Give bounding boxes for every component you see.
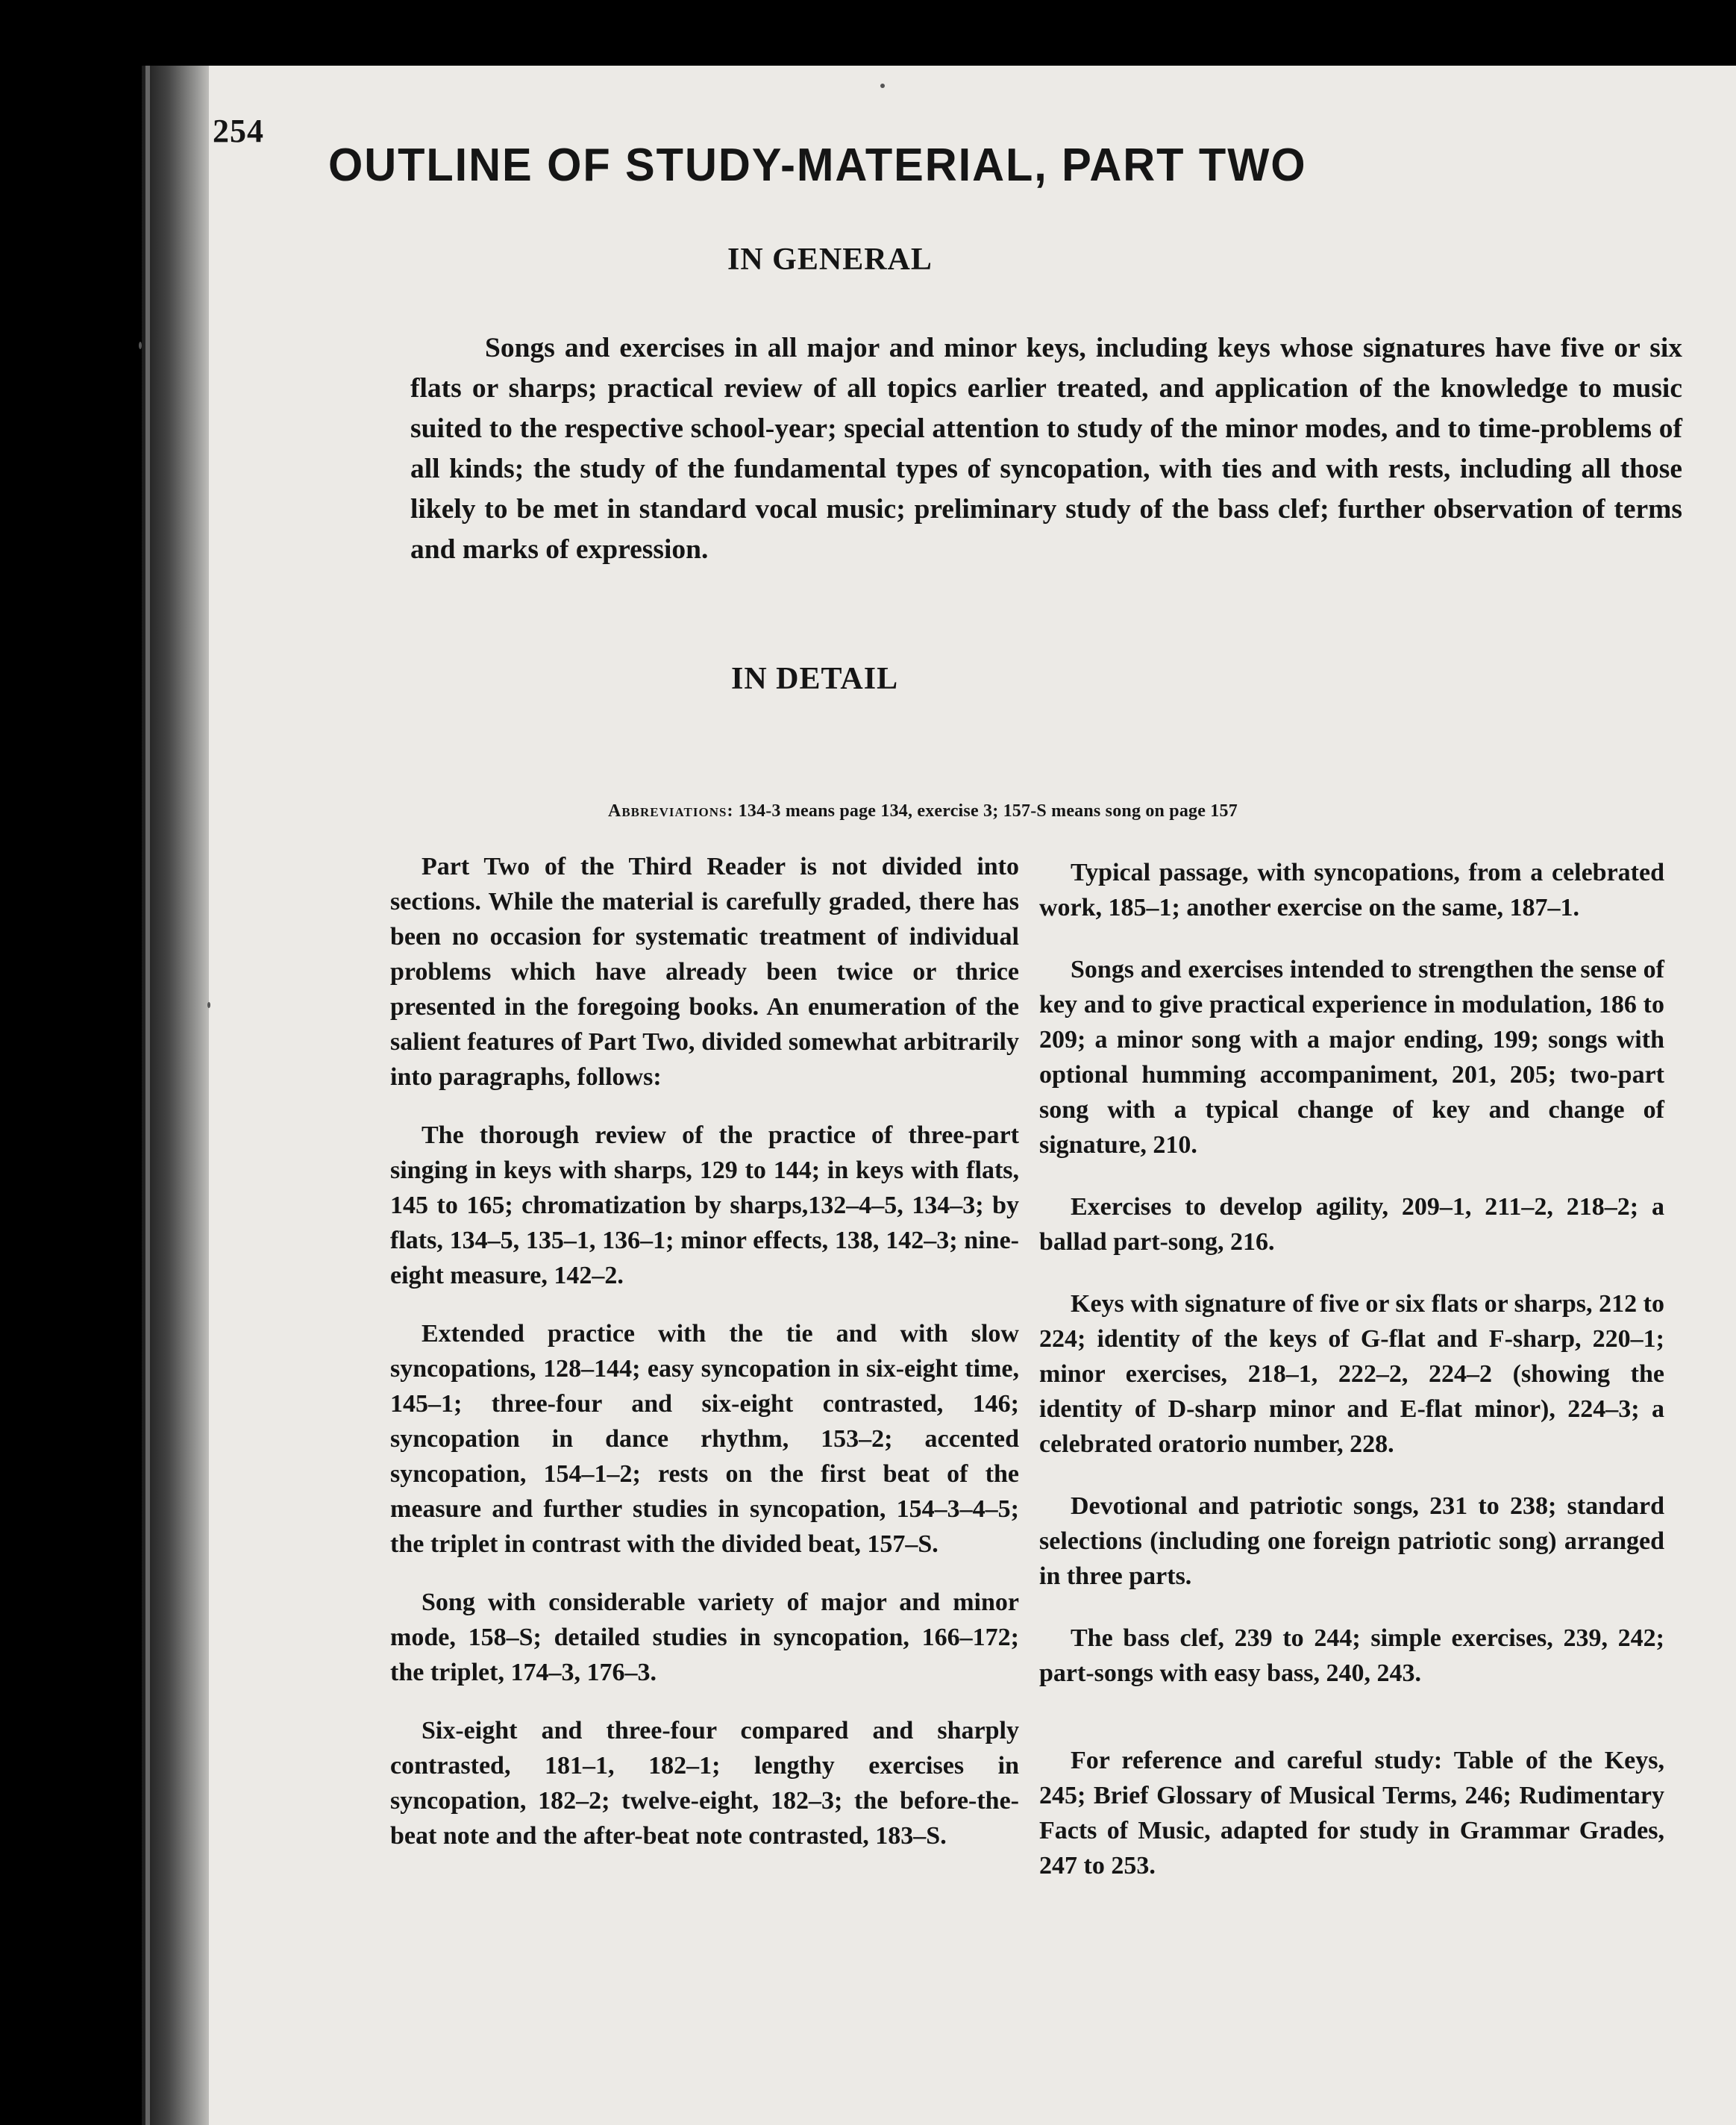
detail-paragraph: Exercises to develop agility, 209–1, 211–2, 218–2; a ballad part-song, 216. (1039, 1193, 1664, 1256)
detail-paragraph: Typical passage, with syncopations, from a celebrated work, 185–1; another exercise on the same, 187–1. (1039, 859, 1664, 921)
right-column (1039, 855, 1664, 1910)
left-column (390, 849, 1019, 1877)
book-binding-edge (145, 66, 150, 2125)
detail-paragraph: Part Two of the Third Reader is not divided into sections. While the material is carefully graded, there has been no occasion for systematic treatment of individual problems which have already been twice or thrice presented in the foregoing books. An enumeration of the salient features of Part Two, divided somewhat arbitrarily into paragraphs, follows: (390, 853, 1019, 1091)
detail-paragraph: The thorough review of the practice of three-part singing in keys with sharps, 129 to 144; in keys with flats, 145 to 165; chromatization by sharps,132–4–5, 134–3; by flats, 134–5, 135–1, 136–1; minor effects, 138, 142–3; nine-eight measure, 142–2. (390, 1121, 1019, 1289)
detail-paragraph: For reference and careful study: Table of the Keys, 245; Brief Glossary of Musical Terms, 246; Rudimentary Facts of Music, adapted for study in Grammar Grades, 247 to 253. (1039, 1747, 1664, 1880)
page-title: OUTLINE OF STUDY-MATERIAL, PART TWO (328, 140, 1307, 191)
paper-speck (207, 1002, 210, 1008)
abbreviations-text: 134-3 means page 134, exercise 3; 157-S means song on page 157 (738, 801, 1238, 821)
detail-paragraph: Songs and exercises intended to strengthen the sense of key and to give practical experience in modulation, 186 to 209; a minor song with a major ending, 199; songs with optional humming accompaniment, 201, 205; two-part song with a typical change of key and change of signature, 210. (1039, 956, 1664, 1159)
detail-paragraph: The bass clef, 239 to 244; simple exercises, 239, 242; part-songs with easy bass, 240, 243. (1039, 1624, 1664, 1687)
detail-paragraph: Extended practice with the tie and with slow syncopations, 128–144; easy syncopation in six-eight time, 145–1; three-four and six-eight contrasted, 146; syncopation in dance rhythm, 153–2; accented syncopation, 154–1–2; rests on the first beat of the measure and further studies in syncopation, 154–3–4–5; the triplet in contrast with the divided beat, 157–S. (390, 1320, 1019, 1558)
detail-paragraph: Devotional and patriotic songs, 231 to 238; standard selections (including one foreign patriotic song) arranged in three parts. (1039, 1492, 1664, 1590)
abbreviations-note (608, 801, 1503, 821)
detail-paragraph: Six-eight and three-four compared and sharply contrasted, 181–1, 182–1; lengthy exercises in syncopation, 182–2; twelve-eight, 182–3; the before-the-beat note and the after-beat note contrasted, 183–S. (390, 1717, 1019, 1850)
section-heading-general: IN GENERAL (727, 242, 933, 277)
abbreviations-label: Abbreviations: (608, 801, 734, 821)
general-paragraph: Songs and exercises in all major and minor keys, including keys whose signatures have five or six flats or sharps; practical review of all topics earlier treated, and application of the knowledge to music suited to the respective school-year; special attention to study of the minor modes, and to time-problems of all kinds; the study of the fundamental types of syncopation, with ties and with rests, including all those likely to be met in standard vocal music; preliminary study of the bass clef; further observation of terms and marks of expression. (410, 333, 1682, 565)
detail-paragraph: Song with considerable variety of major and minor mode, 158–S; detailed studies in syncopation, 166–172; the triplet, 174–3, 176–3. (390, 1589, 1019, 1686)
paper-speck (139, 342, 142, 349)
paper-speck (880, 84, 885, 88)
section-heading-detail: IN DETAIL (731, 662, 899, 696)
page-number: 254 (213, 113, 264, 149)
book-binding-shadow (142, 66, 216, 2125)
detail-paragraph: Keys with signature of five or six flats or sharps, 212 to 224; identity of the keys of G-flat and F-sharp, 220–1; minor exercises, 218–1, 222–2, 224–2 (showing the identity of D-sharp minor and E-flat minor), 224–3; a celebrated oratorio number, 228. (1039, 1290, 1664, 1458)
